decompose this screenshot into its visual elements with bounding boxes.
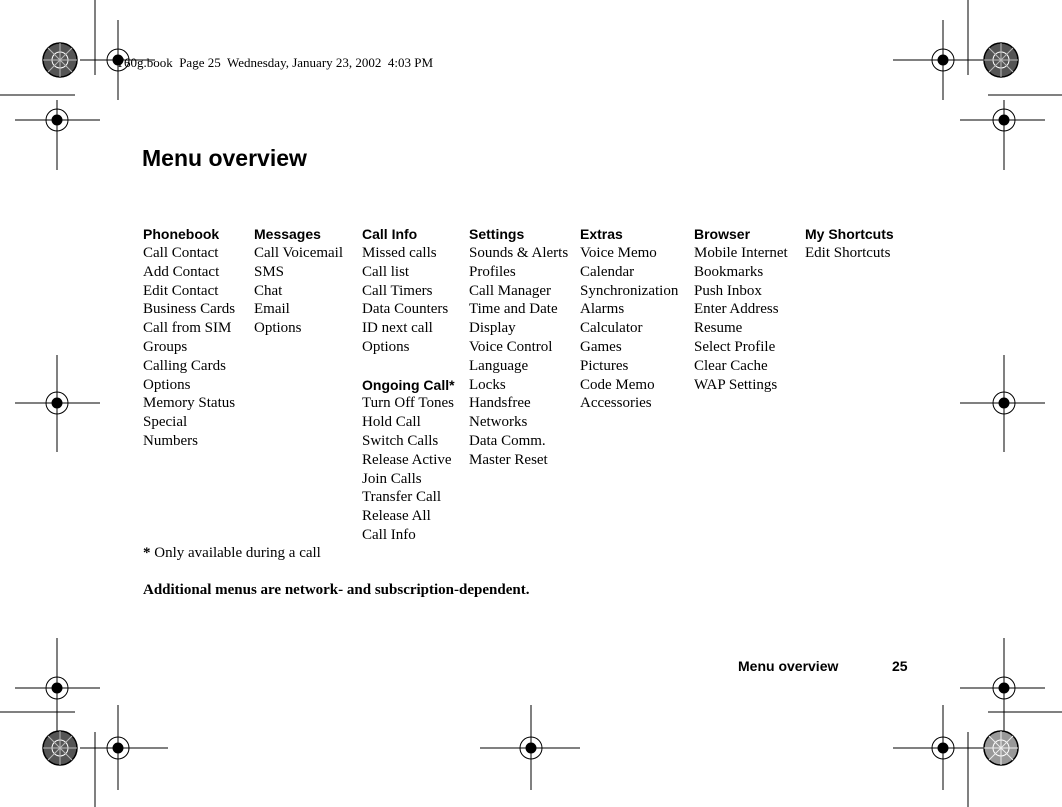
menu-item: Enter Address bbox=[694, 301, 779, 318]
menu-item: Profiles bbox=[469, 263, 516, 280]
menu-item: Switch Calls bbox=[362, 432, 439, 449]
menu-item: Call Contact bbox=[143, 245, 219, 261]
menu-item: Email bbox=[254, 301, 290, 318]
menu-item: Alarms bbox=[580, 301, 625, 318]
menu-item: Chat bbox=[254, 282, 283, 299]
menu-item: Join Calls bbox=[362, 470, 422, 487]
column-heading: Extras bbox=[580, 226, 623, 242]
menu-item: Hold Call bbox=[362, 414, 421, 431]
menu-list bbox=[362, 244, 455, 376]
registration-mark-icon bbox=[893, 20, 983, 100]
menu-item: Add Contact bbox=[143, 263, 220, 280]
menu-item: Release All bbox=[362, 508, 431, 525]
menu-item: Special bbox=[143, 414, 188, 431]
footnote-text: Only available during a call bbox=[150, 545, 321, 561]
menu-item: Accessories bbox=[580, 395, 652, 412]
footnote bbox=[143, 545, 321, 562]
registration-mark-icon bbox=[15, 355, 100, 452]
menu-list bbox=[254, 244, 343, 338]
menu-column-phonebook bbox=[143, 226, 235, 451]
menu-column-extras bbox=[580, 226, 678, 413]
menu-item: Edit Contact bbox=[143, 282, 219, 299]
menu-item: Business Cards bbox=[143, 301, 236, 318]
menu-item: Data Counters bbox=[362, 301, 449, 318]
menu-item: Games bbox=[580, 338, 622, 355]
menu-item: Locks bbox=[469, 376, 506, 393]
menu-item: Handsfree bbox=[469, 395, 531, 412]
menu-item: SMS bbox=[254, 263, 285, 280]
menu-item: Language bbox=[469, 357, 529, 374]
menu-list bbox=[469, 244, 568, 470]
menu-item: Options bbox=[254, 320, 302, 337]
book-header: T60g.book Page 25 Wednesday, January 23, 2002 4:03 PM bbox=[116, 55, 434, 70]
menu-list bbox=[805, 244, 894, 263]
menu-item: Code Memo bbox=[580, 376, 655, 393]
menu-item: Call Voicemail bbox=[254, 245, 344, 261]
column-heading: Browser bbox=[694, 226, 751, 242]
menu-item: Calendar bbox=[580, 263, 635, 280]
menu-item: Bookmarks bbox=[694, 263, 764, 280]
menu-item: Networks bbox=[469, 414, 528, 431]
registration-mark-icon bbox=[893, 705, 983, 790]
registration-mark-icon bbox=[15, 100, 100, 170]
menu-spacer bbox=[362, 357, 455, 376]
column-heading: My Shortcuts bbox=[805, 226, 894, 242]
footer-page-number: 25 bbox=[892, 658, 908, 674]
menu-item: Missed calls bbox=[362, 245, 437, 261]
menu-item: Call Info bbox=[362, 526, 416, 543]
menu-item: Options bbox=[143, 376, 191, 393]
menu-item: Master Reset bbox=[469, 451, 548, 468]
column-heading: Call Info bbox=[362, 226, 418, 242]
registration-mark-icon bbox=[960, 355, 1045, 452]
color-target-icon bbox=[43, 731, 77, 765]
menu-item: Data Comm. bbox=[469, 432, 546, 449]
footnote-mark: * bbox=[143, 545, 151, 561]
menu-item: Numbers bbox=[143, 432, 198, 449]
registration-mark-icon bbox=[80, 705, 168, 790]
menu-item: Calculator bbox=[580, 320, 643, 337]
menu-item: Options bbox=[362, 338, 410, 355]
menu-item: Groups bbox=[143, 338, 188, 355]
menu-item: Pictures bbox=[580, 357, 629, 374]
color-target-icon bbox=[984, 731, 1018, 765]
registration-mark-icon bbox=[15, 638, 100, 735]
menu-item: Resume bbox=[694, 320, 743, 337]
menu-item: Clear Cache bbox=[694, 357, 768, 374]
column-heading: Phonebook bbox=[143, 226, 220, 242]
menu-column-browser bbox=[694, 226, 788, 394]
menu-item: Edit Shortcuts bbox=[805, 245, 891, 261]
menu-item: Call Manager bbox=[469, 282, 552, 299]
menu-column-settings bbox=[469, 226, 568, 470]
menu-item: Push Inbox bbox=[694, 282, 762, 299]
availability-note: Additional menus are network- and subscription-dependent. bbox=[143, 582, 530, 598]
menu-item: Turn Off Tones bbox=[362, 395, 455, 412]
menu-item: ID next call bbox=[362, 320, 433, 337]
menu-item: Sounds & Alerts bbox=[469, 245, 569, 261]
menu-list bbox=[694, 244, 788, 394]
menu-column-messages bbox=[254, 226, 343, 338]
menu-column-call-info bbox=[362, 226, 455, 545]
menu-item: Memory Status bbox=[143, 395, 236, 412]
menu-list bbox=[580, 244, 678, 413]
menu-item: Release Active bbox=[362, 451, 452, 468]
menu-item: Display bbox=[469, 320, 516, 337]
menu-item: Call list bbox=[362, 263, 410, 280]
registration-mark-icon bbox=[960, 100, 1045, 170]
menu-item: Time and Date bbox=[469, 301, 558, 318]
menu-item: Calling Cards bbox=[143, 357, 226, 374]
color-target-icon bbox=[43, 43, 77, 77]
menu-item: Call from SIM bbox=[143, 320, 232, 337]
menu-item: Transfer Call bbox=[362, 489, 442, 506]
column-heading: Settings bbox=[469, 226, 525, 242]
menu-item: WAP Settings bbox=[694, 376, 778, 393]
registration-mark-icon bbox=[960, 638, 1045, 735]
page-title: Menu overview bbox=[142, 145, 307, 171]
registration-mark-icon bbox=[480, 705, 580, 790]
footer-section-title: Menu overview bbox=[738, 658, 839, 674]
menu-list bbox=[143, 244, 235, 451]
menu-column-my-shortcuts bbox=[805, 226, 894, 263]
menu-item: Select Profile bbox=[694, 338, 776, 355]
menu-item: Voice Memo bbox=[580, 245, 657, 261]
ongoing-call-subheading: Ongoing Call* bbox=[362, 376, 455, 393]
ongoing-call-list bbox=[362, 394, 455, 544]
menu-item: Voice Control bbox=[469, 338, 553, 355]
color-target-icon bbox=[984, 43, 1018, 77]
menu-item: Synchronization bbox=[580, 282, 679, 299]
menu-item: Mobile Internet bbox=[694, 245, 788, 261]
column-heading: Messages bbox=[254, 226, 321, 242]
menu-item: Call Timers bbox=[362, 282, 433, 299]
